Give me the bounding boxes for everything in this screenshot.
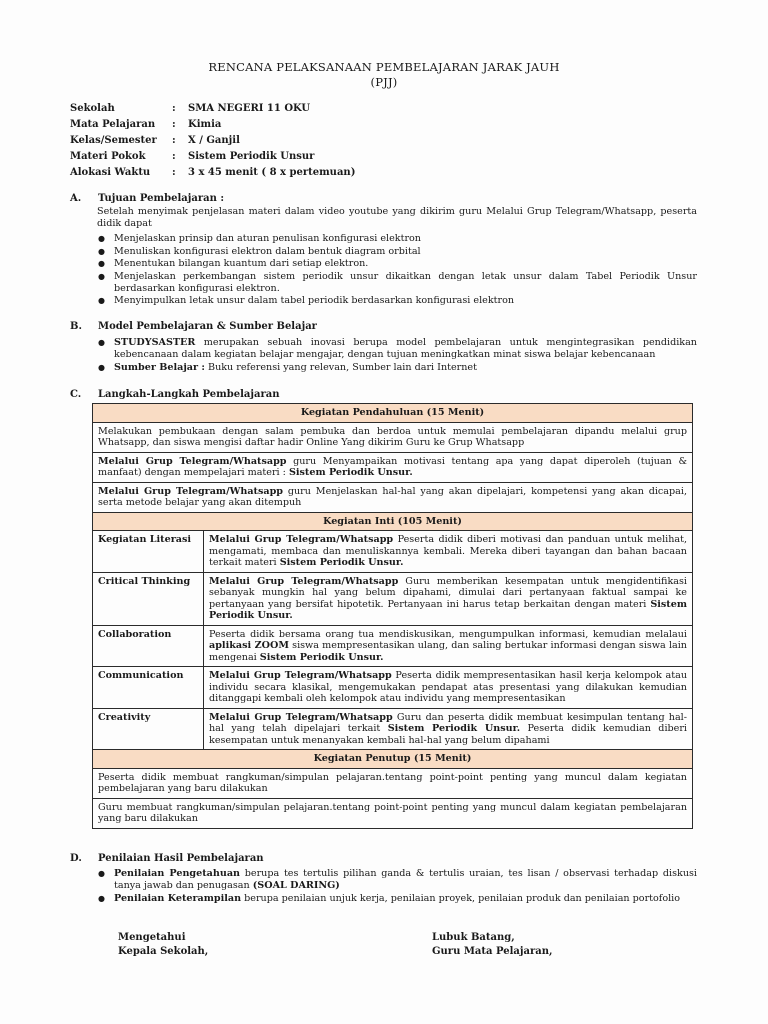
table-row	[93, 625, 693, 667]
bullet-icon: ●	[98, 869, 105, 878]
identity-colon: :	[172, 103, 176, 114]
list-item: ● Menjelaskan perkembangan sistem periodik unsur dikaitkan dengan letak unsur dalam Tabel Periodik Unsur berdasarkan konfigurasi elektron.	[98, 270, 697, 294]
bullet-icon: ●	[98, 259, 105, 268]
row-label: Kegiatan Literasi	[93, 531, 204, 573]
bullet-icon: ●	[98, 296, 105, 305]
bullet-icon: ●	[98, 362, 105, 372]
learning-steps-table	[92, 403, 693, 829]
section-title: Langkah-Langkah Pembelajaran	[98, 389, 280, 400]
list-item: ● Menentukan bilangan kuantum dari setiap elektron.	[98, 258, 369, 269]
table-cell: Melakukan pembukaan dengan salam pembuka dan berdoa untuk memulai pembelajaran dipandu melalui grup Whatsapp, dan siswa mengisi daftar hadir Online Yang dikirim Guru ke Grup Whatsapp	[93, 422, 693, 452]
table-row	[93, 708, 693, 750]
table-cell: Peserta didik bersama orang tua mendiskusikan, mengumpulkan informasi, kemudian melalaui aplikasi ZOOM siswa mempresentasikan ulang, dan saling bertukar informasi dengan siswa lain mengenai Sistem Periodik Unsur.	[204, 625, 693, 667]
row-label: Collaboration	[93, 625, 204, 667]
section-number: B.	[70, 321, 82, 332]
list-item: ● Menjelaskan prinsip dan aturan penulisan konfigurasi elektron	[98, 233, 421, 244]
table-cell: Peserta didik membuat rangkuman/simpulan pelajaran.tentang point-point penting yang muncul dalam kegiatan pembelajaran yang baru dilakukan	[93, 768, 693, 798]
document-title: RENCANA PELAKSANAAN PEMBELAJARAN JARAK JAUH	[208, 60, 560, 74]
identity-row-mata-pelajaran	[70, 117, 470, 133]
list-item: ● Penilaian Pengetahuan berupa tes tertulis pilihan ganda & tertulis uraian, tes lisan / observasi terhadap diskusi tanya jawab dan penugasan (SOAL DARING)	[98, 868, 698, 891]
section-title: Model Pembelajaran & Sumber Belajar	[98, 321, 317, 332]
section-a-heading	[70, 192, 224, 206]
identity-row-alokasi-waktu	[70, 165, 470, 181]
identity-value: X / Ganjil	[188, 135, 240, 146]
table-row	[93, 798, 693, 828]
identity-key: Kelas/Semester	[70, 135, 157, 146]
table-row	[93, 667, 693, 709]
table-row	[93, 768, 693, 798]
table-cell: Melalui Grup Telegram/Whatsapp Guru dan peserta didik membuat kesimpulan tentang hal-hal yang telah dipelajari terkait Sistem Periodik Unsur. Peserta didik kemudian diberi kesempatan untuk menanyakan kembali hal-hal yang belum dipahami	[204, 708, 693, 750]
signature-right	[432, 931, 552, 959]
table-header-inti: Kegiatan Inti (105 Menit)	[93, 512, 693, 531]
list-item: ● Menyimpulkan letak unsur dalam tabel periodik berdasarkan konfigurasi elektron	[98, 295, 515, 306]
table-row	[93, 512, 693, 531]
table-row	[93, 422, 693, 452]
identity-colon: :	[172, 135, 176, 146]
section-a-intro: Setelah menyimak penjelasan materi dalam video youtube yang dikirim guru Melalui Grup Telegram/Whatsapp, peserta didik dapat	[97, 206, 697, 229]
section-b-heading	[70, 320, 317, 334]
signature-left-line2: Kepala Sekolah,	[118, 946, 209, 957]
table-cell: Melalui Grup Telegram/Whatsapp guru Menjelaskan hal-hal yang akan dipelajari, kompetensi yang akan dicapai, serta metode belajar yang akan ditempuh	[93, 482, 693, 512]
identity-value: Kimia	[188, 119, 222, 130]
bullet-icon: ●	[98, 338, 105, 347]
section-a-objectives	[97, 233, 697, 308]
identity-row-materi-pokok	[70, 149, 470, 165]
table-row	[93, 404, 693, 423]
table-row	[93, 531, 693, 573]
list-item: ● STUDYSASTER merupakan sebuah inovasi berupa model pembelajaran untuk mengintegrasikan pendidikan kebencanaan dalam kegiatan belajar mengajar, dengan tujuan meningkatkan minat siswa belajar kebencanaan	[98, 337, 697, 360]
table-row	[93, 750, 693, 769]
bullet-icon: ●	[98, 271, 105, 281]
row-label: Creativity	[93, 708, 204, 750]
table-cell: Guru membuat rangkuman/simpulan pelajaran.tentang point-point penting yang muncul dalam kegiatan pembelajaran yang baru dilakukan	[93, 798, 693, 828]
bullet-icon: ●	[98, 246, 105, 256]
signature-left-line1: Mengetahui	[118, 932, 186, 943]
identity-value: SMA NEGERI 11 OKU	[188, 103, 311, 114]
section-title: Penilaian Hasil Pembelajaran	[98, 853, 264, 864]
identity-colon: :	[172, 119, 176, 130]
document-subtitle: (PJJ)	[370, 75, 398, 89]
identity-key: Alokasi Waktu	[70, 167, 151, 178]
table-cell: Melalui Grup Telegram/Whatsapp Guru memberikan kesempatan untuk mengidentifikasi sebanyak mungkin hal yang belum dipahami, dimulai dari pertanyaan faktual sampai ke pertanyaan yang bersifat hipotetik. Pertanyaan ini harus tetap berkaitan dengan materi Sistem Periodik Unsur.	[204, 572, 693, 625]
table-row	[93, 482, 693, 512]
identity-value: 3 x 45 menit ( 8 x pertemuan)	[188, 167, 356, 178]
signature-right-line1: Lubuk Batang,	[432, 932, 515, 943]
section-c-heading	[70, 388, 279, 402]
identity-key: Materi Pokok	[70, 151, 146, 162]
section-number: D.	[70, 853, 82, 864]
identity-row-sekolah	[70, 101, 470, 117]
identity-key: Mata Pelajaran	[70, 119, 156, 130]
table-header-pendahuluan: Kegiatan Pendahuluan (15 Menit)	[93, 404, 693, 423]
section-b-list	[97, 337, 697, 374]
list-item: ● Sumber Belajar : Buku referensi yang relevan, Sumber lain dari Internet	[98, 361, 477, 373]
identity-key: Sekolah	[70, 103, 115, 114]
signature-left	[118, 931, 208, 959]
list-item: ● Menuliskan konfigurasi elektron dalam bentuk diagram orbital	[98, 245, 421, 257]
section-d-heading	[70, 852, 264, 866]
identity-colon: :	[172, 167, 176, 178]
table-cell: Melalui Grup Telegram/Whatsapp Peserta didik mempresentasikan hasil kerja kelompok atau individu secara klasikal, mengemukakan pendapat atas presentasi yang dilakukan kemudian ditanggapi kembali oleh kelompok atau individu yang mempresentasikan	[204, 667, 693, 709]
section-number: C.	[70, 389, 82, 400]
signature-right-line2: Guru Mata Pelajaran,	[432, 946, 553, 957]
section-title: Tujuan Pembelajaran :	[98, 193, 225, 204]
table-row	[93, 572, 693, 625]
table-cell: Melalui Grup Telegram/Whatsapp Peserta didik diberi motivasi dan panduan untuk melihat, mengamati, membaca dan menuliskannya kembali. Mereka diberi tayangan dan bahan bacaan terkait materi Sistem Periodik Unsur.	[204, 531, 693, 573]
identity-colon: :	[172, 151, 176, 162]
bullet-icon: ●	[98, 893, 105, 903]
row-label: Communication	[93, 667, 204, 709]
identity-block	[70, 101, 470, 181]
table-header-penutup: Kegiatan Penutup (15 Menit)	[93, 750, 693, 769]
section-number: A.	[70, 193, 82, 204]
row-label: Critical Thinking	[93, 572, 204, 625]
bullet-icon: ●	[98, 234, 105, 243]
identity-row-kelas-semester	[70, 133, 470, 149]
list-item: ● Penilaian Keterampilan berupa penilaian unjuk kerja, penilaian proyek, penilaian produk dan penilaian portofolio	[98, 892, 681, 904]
section-d-list	[97, 868, 697, 905]
identity-value: Sistem Periodik Unsur	[188, 151, 315, 162]
table-cell: Melalui Grup Telegram/Whatsapp guru Menyampaikan motivasi tentang apa yang dapat diperoleh (tujuan & manfaat) dengan mempelajari materi : Sistem Periodik Unsur.	[93, 452, 693, 482]
table-row	[93, 452, 693, 482]
